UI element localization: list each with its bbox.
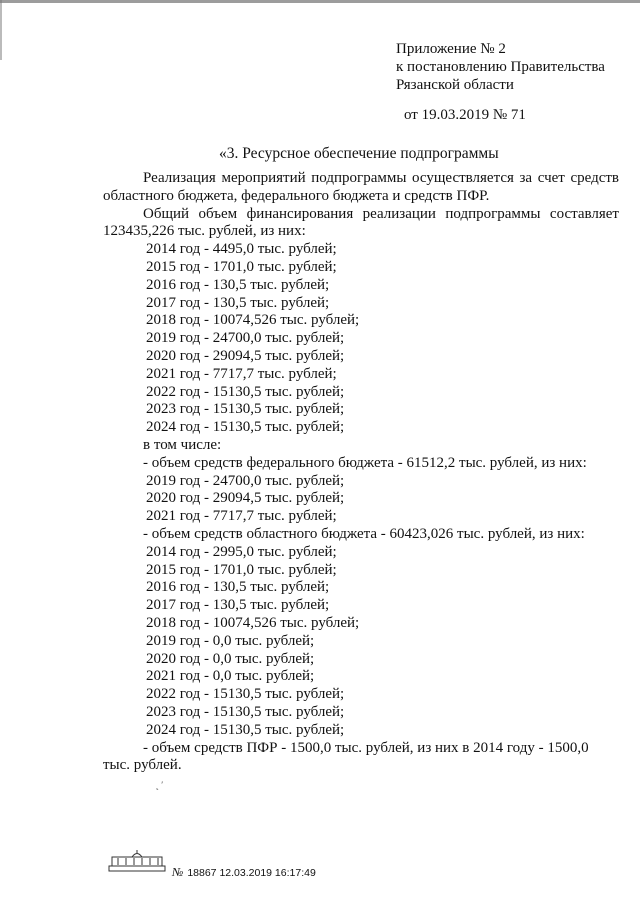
section-body xyxy=(103,170,619,775)
list-item: 2014 год - 2995,0 тыс. рублей; xyxy=(146,543,337,560)
list-item: 2022 год - 15130,5 тыс. рублей; xyxy=(146,383,345,400)
appendix-line: Рязанской области xyxy=(396,77,514,93)
regional-heading: - объем средств областного бюджета - 60423,026 тыс. рублей, из них: xyxy=(143,525,585,542)
federal-heading: - объем средств федерального бюджета - 61512,2 тыс. рублей, из них: xyxy=(143,454,587,471)
list-item: 2015 год - 1701,0 тыс. рублей; xyxy=(146,561,337,578)
list-item: 2014 год - 4495,0 тыс. рублей; xyxy=(146,241,337,258)
registration-footer xyxy=(172,865,316,880)
section-title: «3. Ресурсное обеспечение подпрограммы xyxy=(219,145,499,162)
list-item: 2019 год - 24700,0 тыс. рублей; xyxy=(146,330,345,347)
list-item: 2024 год - 15130,5 тыс. рублей; xyxy=(146,721,345,738)
list-item: 2017 год - 130,5 тыс. рублей; xyxy=(146,597,330,614)
list-item: 2017 год - 130,5 тыс. рублей; xyxy=(146,294,330,311)
list-item: 2023 год - 15130,5 тыс. рублей; xyxy=(146,401,345,418)
list-item: 2018 год - 10074,526 тыс. рублей; xyxy=(146,312,360,329)
list-item: 2019 год - 24700,0 тыс. рублей; xyxy=(146,472,345,489)
list-item: 2021 год - 7717,7 тыс. рублей; xyxy=(146,365,337,382)
regional-years-list xyxy=(103,544,619,740)
pfr-paragraph: - объем средств ПФР - 1500,0 тыс. рублей, из них в 2014 году - 1500,0 тыс. рублей. xyxy=(103,739,589,774)
list-item: 2021 год - 0,0 тыс. рублей; xyxy=(146,668,315,685)
government-building-stamp-icon xyxy=(108,850,166,872)
list-item: 2015 год - 1701,0 тыс. рублей; xyxy=(146,258,337,275)
scan-top-edge xyxy=(0,0,640,3)
scan-left-edge xyxy=(0,0,2,60)
appendix-date: от 19.03.2019 № 71 xyxy=(404,107,526,123)
list-item: 2016 год - 130,5 тыс. рублей; xyxy=(146,579,330,596)
registration-info: 18867 12.03.2019 16:17:49 xyxy=(187,867,316,879)
number-symbol: № xyxy=(172,865,184,879)
list-item: 2023 год - 15130,5 тыс. рублей; xyxy=(146,703,345,720)
scan-specks: ˛ ′ xyxy=(156,780,164,790)
appendix-header xyxy=(396,40,605,124)
including-label: в том числе: xyxy=(143,436,222,453)
intro-paragraph: Реализация мероприятий подпрограммы осуществляется за счет средств областного бюджета, федерального бюджета и средств ПФР. xyxy=(103,170,619,204)
list-item: 2022 год - 15130,5 тыс. рублей; xyxy=(146,686,345,703)
appendix-line: Приложение № 2 xyxy=(396,41,506,57)
list-item: 2016 год - 130,5 тыс. рублей; xyxy=(146,276,330,293)
list-item: 2021 год - 7717,7 тыс. рублей; xyxy=(146,508,337,525)
list-item: 2020 год - 29094,5 тыс. рублей; xyxy=(146,347,345,364)
list-item: 2019 год - 0,0 тыс. рублей; xyxy=(146,632,315,649)
appendix-line: к постановлению Правительства xyxy=(396,59,605,75)
list-item: 2024 год - 15130,5 тыс. рублей; xyxy=(146,419,345,436)
federal-years-list xyxy=(103,473,619,526)
list-item: 2020 год - 29094,5 тыс. рублей; xyxy=(146,490,345,507)
list-item: 2018 год - 10074,526 тыс. рублей; xyxy=(146,614,360,631)
total-years-list xyxy=(103,241,619,437)
total-paragraph: Общий объем финансирования реализации подпрограммы составляет 123435,226 тыс. рублей, из них: xyxy=(103,205,619,240)
list-item: 2020 год - 0,0 тыс. рублей; xyxy=(146,650,315,667)
